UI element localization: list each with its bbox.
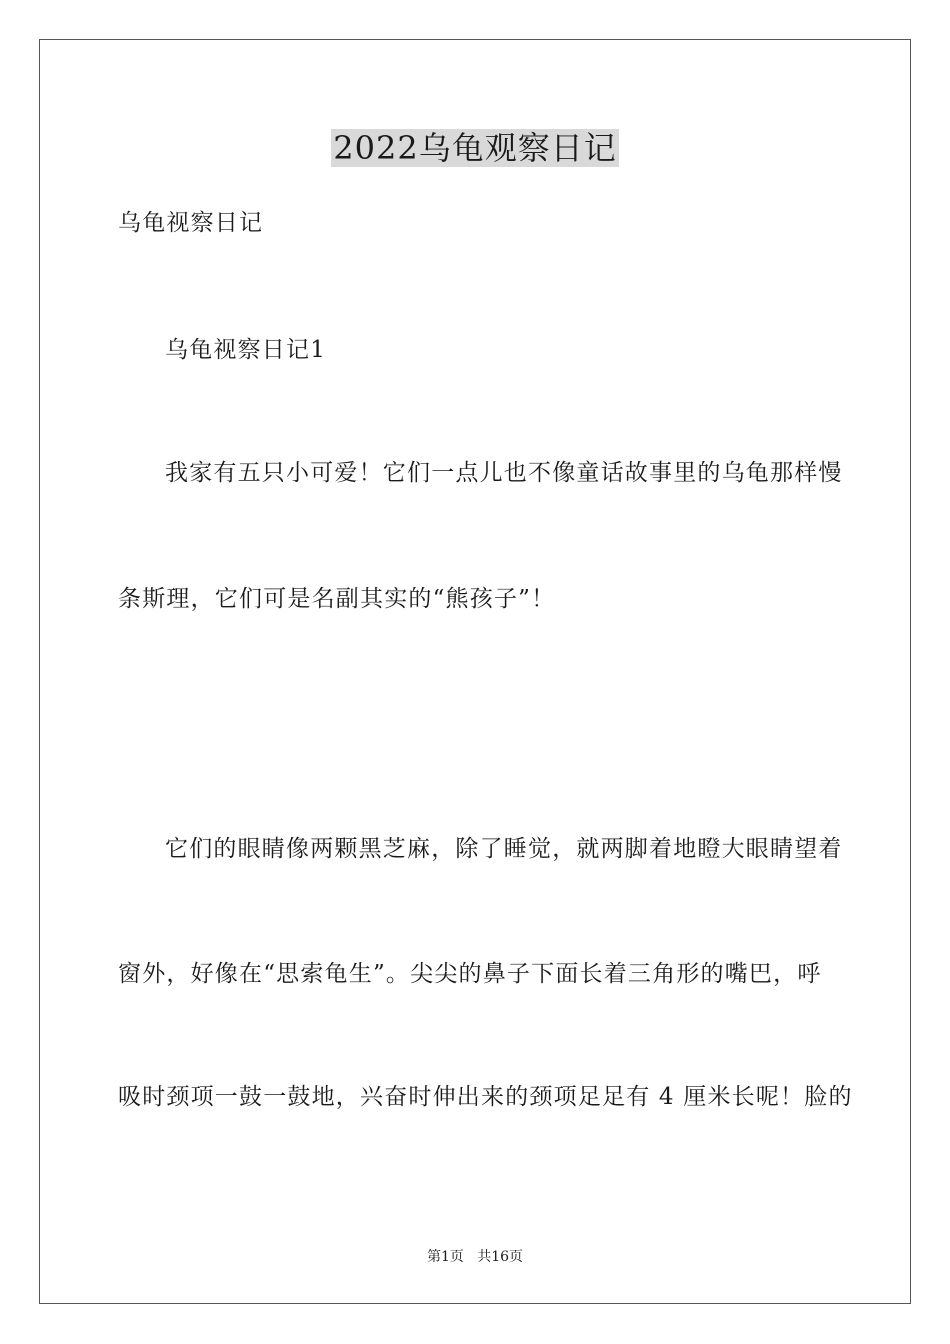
- paragraph-line: 吸时颈项一鼓一鼓地，兴奋时伸出来的颈项足足有 4 厘米长呢！脸的: [118, 1084, 853, 1110]
- paragraph-line: 它们的眼睛像两颗黑芝麻，除了睡觉，就两脚着地瞪大眼睛望着: [165, 836, 843, 862]
- page-footer: 第1页 共16页: [426, 1249, 524, 1265]
- section-heading: 乌龟视察日记1: [165, 337, 327, 363]
- paragraph-line: 条斯理，它们可是名副其实的“熊孩子”！: [118, 586, 556, 612]
- paragraph-line: 窗外，好像在“思索龟生”。尖尖的鼻子下面长着三角形的嘴巴，呼: [118, 961, 822, 987]
- document-subtitle: 乌龟视察日记: [118, 210, 264, 236]
- document-title: [0, 128, 950, 168]
- paragraph-line: 我家有五只小可爱！它们一点儿也不像童话故事里的乌龟那样慢: [165, 460, 843, 486]
- document-title-text: 2022乌龟观察日记: [333, 129, 617, 167]
